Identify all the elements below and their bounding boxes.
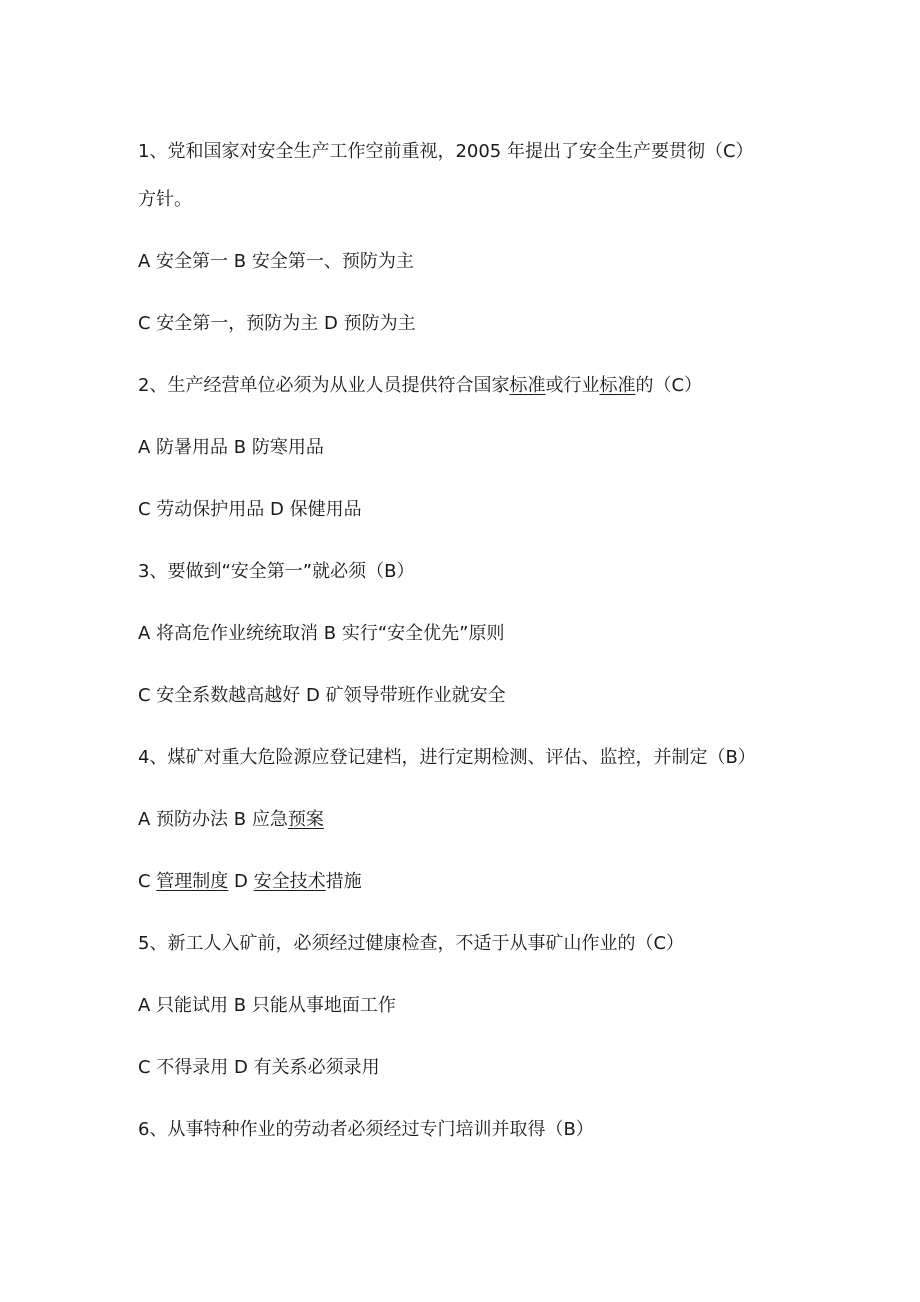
question-1-stem-line-2: 方针。 <box>138 189 192 210</box>
question-5-stem: 5、新工人入矿前，必须经过健康检查，不适于从事矿山作业的（C） <box>138 933 685 954</box>
question-4-option-d-label: D <box>228 871 254 892</box>
question-2-stem-part-b: 或行业 <box>545 375 600 396</box>
question-2-stem-part-c: 的（C） <box>635 375 703 396</box>
question-2-options-ab: A 防暑用品 B 防寒用品 <box>138 437 324 458</box>
question-2-stem-part-a: 2、生产经营单位必须为从业人员提供符合国家 <box>138 375 510 396</box>
question-2-stem <box>138 374 702 398</box>
question-4-options-ab <box>138 808 324 832</box>
question-4-options-cd <box>138 870 362 894</box>
question-2-stem-underlined-1: 标准 <box>509 375 546 396</box>
question-1-options-ab: A 安全第一 B 安全第一、预防为主 <box>138 251 414 272</box>
question-5-options-cd: C 不得录用 D 有关系必须录用 <box>138 1057 380 1078</box>
question-2-stem-underlined-2: 标准 <box>599 375 636 396</box>
question-3-options-ab: A 将高危作业统统取消 B 实行“安全优先”原则 <box>138 623 505 644</box>
question-4-options-ab-text: A 预防办法 B 应急 <box>138 809 288 830</box>
question-4-option-c-label: C <box>138 871 157 892</box>
question-4-option-d-underlined: 安全技术 <box>253 871 326 892</box>
question-4-option-b-underlined: 预案 <box>287 809 324 830</box>
question-1-options-cd: C 安全第一，预防为主 D 预防为主 <box>138 313 416 334</box>
question-1-stem-line-1: 1、党和国家对安全生产工作空前重视，2005 年提出了安全生产要贯彻（C） <box>138 141 754 162</box>
question-4-option-d-rest: 措施 <box>325 871 362 892</box>
question-2-options-cd: C 劳动保护用品 D 保健用品 <box>138 499 362 520</box>
question-3-stem: 3、要做到“安全第一”就必须（B） <box>138 561 415 582</box>
question-4-stem: 4、煤矿对重大危险源应登记建档，进行定期检测、评估、监控，并制定（B） <box>138 747 756 768</box>
question-5-options-ab: A 只能试用 B 只能从事地面工作 <box>138 995 396 1016</box>
question-4-option-c-underlined: 管理制度 <box>156 871 229 892</box>
question-6-stem: 6、从事特种作业的劳动者必须经过专门培训并取得（B） <box>138 1119 594 1140</box>
question-3-options-cd: C 安全系数越高越好 D 矿领导带班作业就安全 <box>138 685 506 706</box>
